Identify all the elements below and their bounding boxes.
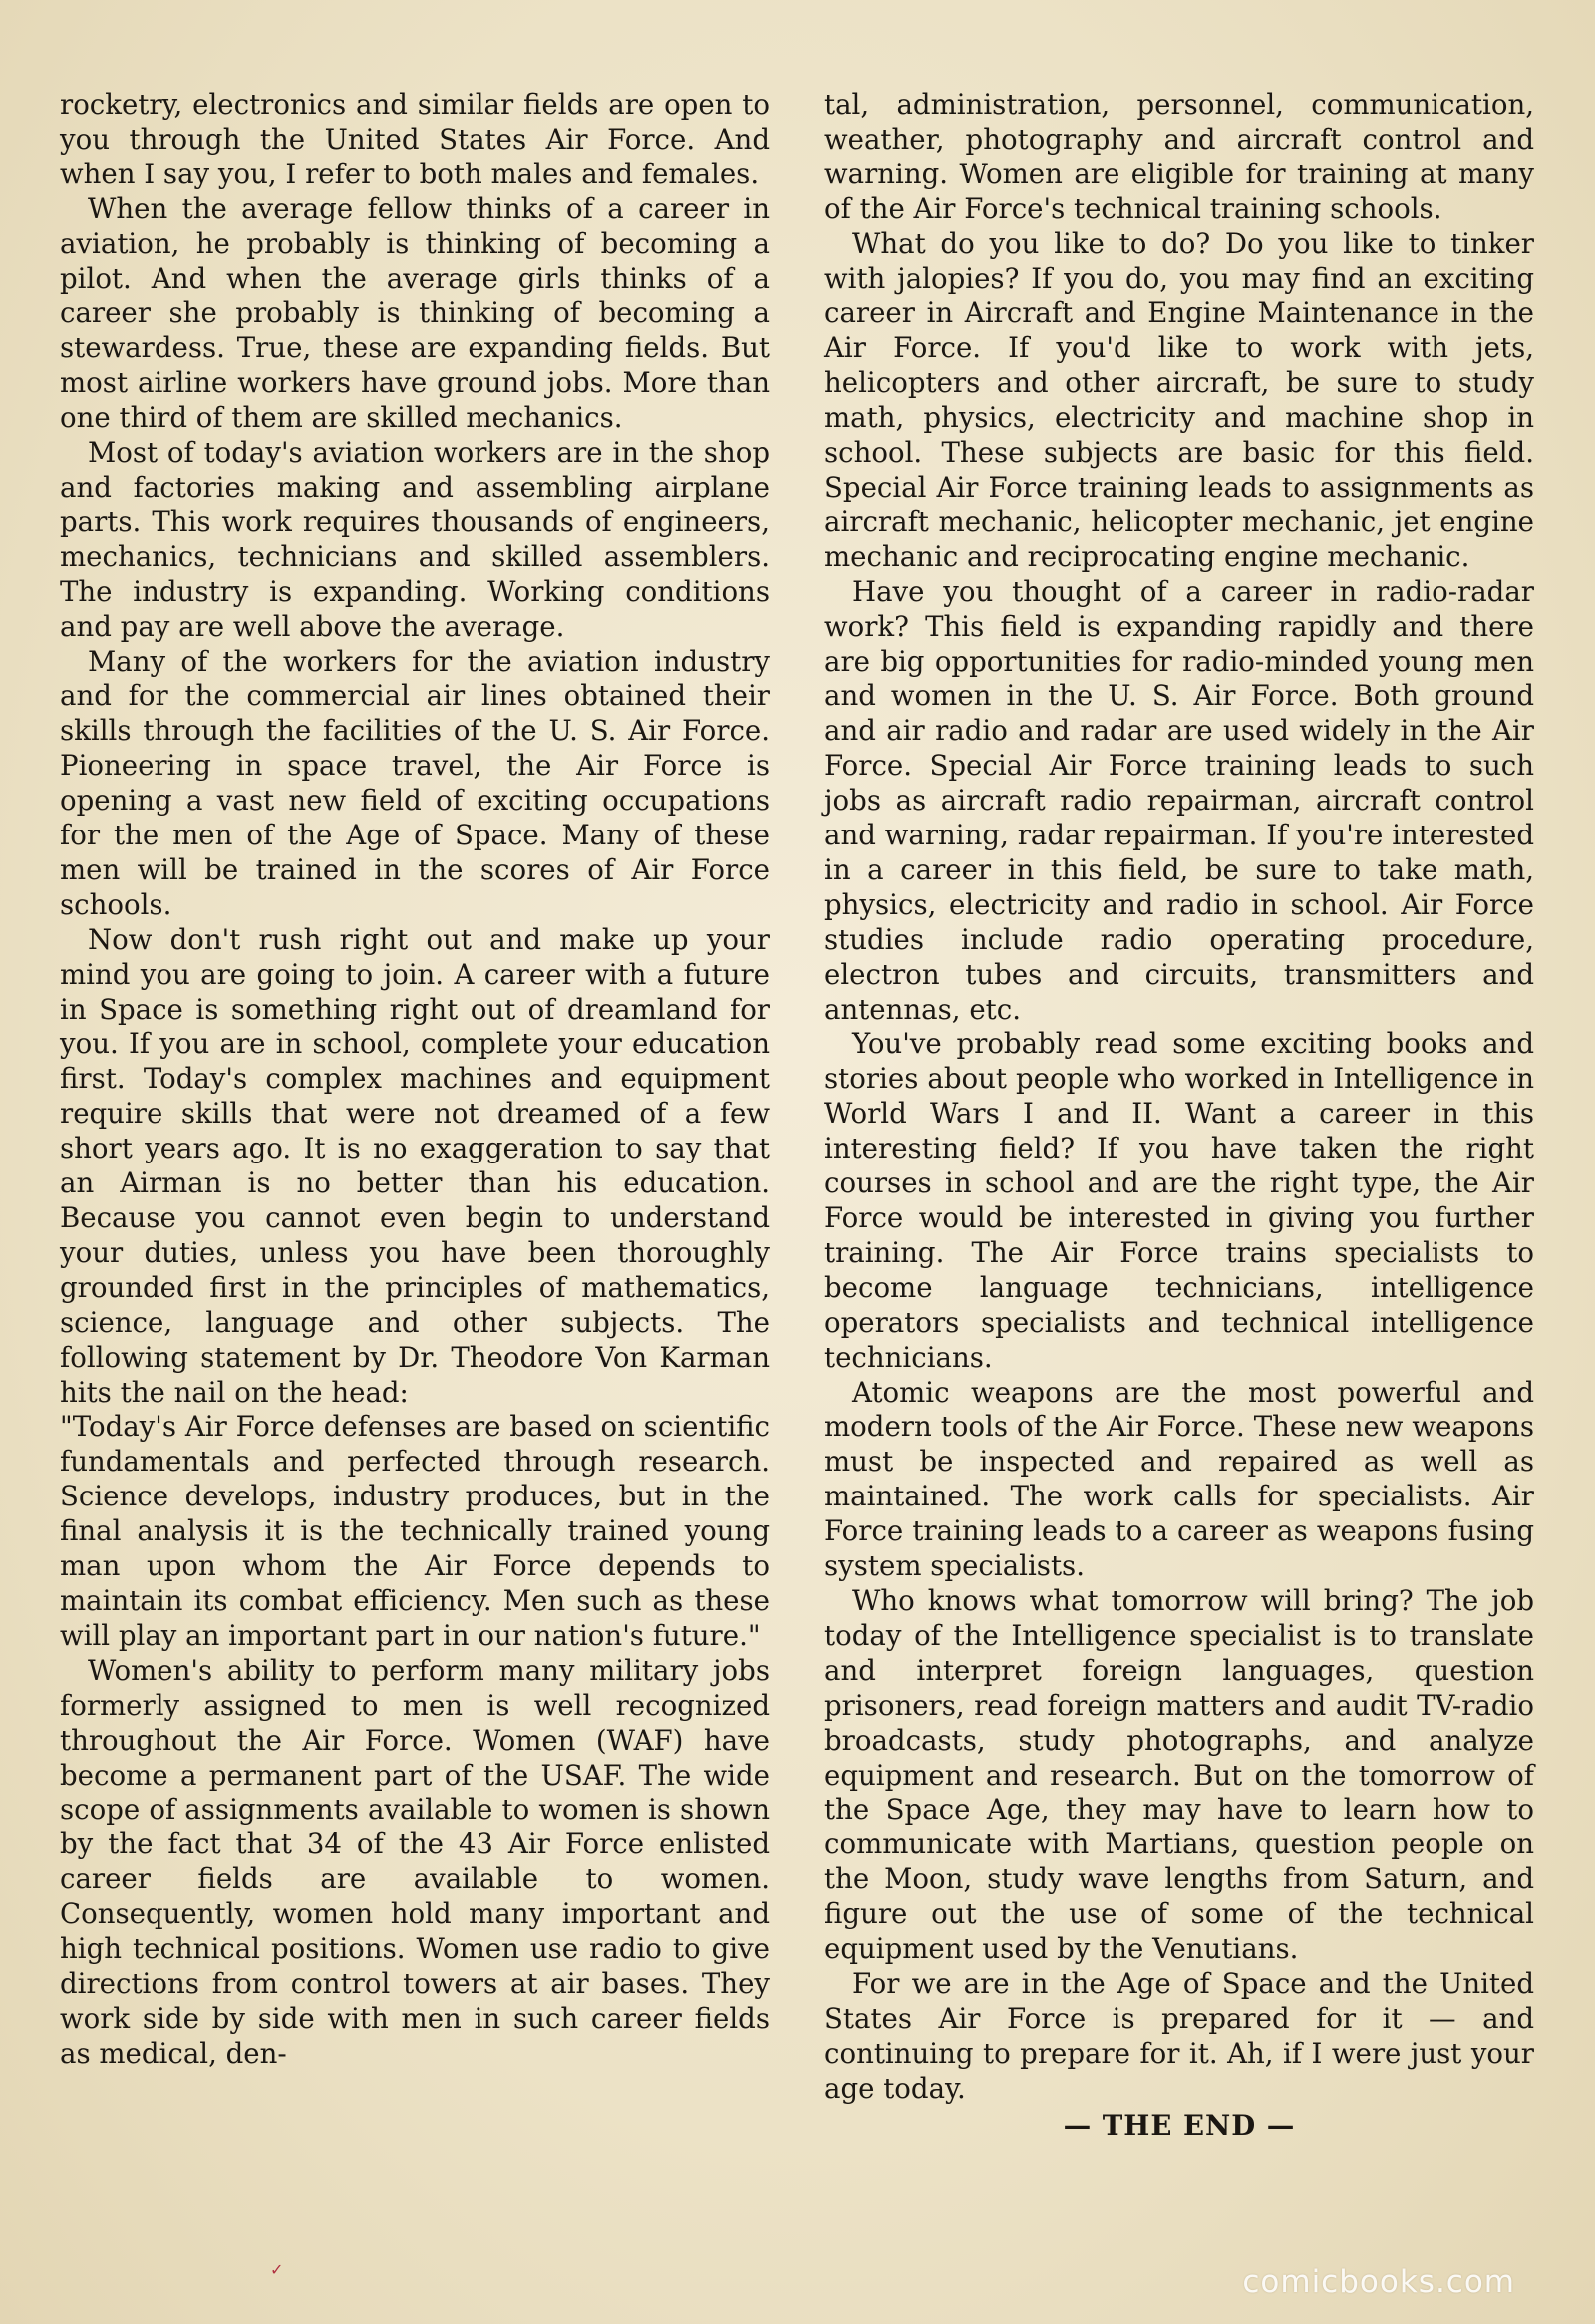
left-column bbox=[60, 88, 770, 2072]
paragraph: Women's ability to perform many military jobs formerly assigned to men is well recognized throughout the Air Force. Women (WAF) have become a permanent part of the USAF. The wide scope of assignments available to women is shown by the fact that 34 of the 43 Air Force enlisted career fields are available to women. Consequently, women hold many important and high technical positions. Women use radio to give directions from control towers at air bases. They work side by side with men in such career fields as medical, den- bbox=[60, 1653, 770, 2070]
paragraph: Who knows what tomorrow will bring? The job today of the Intelligence specialist is to translate and interpret foreign languages, question prisoners, read foreign matters and audit TV-radio broadcasts, study photographs, and analyze equipment and research. But on the tomorrow of the Space Age, they may have to learn how to communicate with Martians, question people on the Moon, study wave lengths from Saturn, and figure out the use of some of the technical equipment used by the Venutians. bbox=[824, 1583, 1534, 1966]
paragraph: When the average fellow thinks of a career in aviation, he probably is thinking of becoming a pilot. And when the average girls thinks of a career she probably is thinking of becoming a stewardess. True, these are expanding fields. But most airline workers have ground jobs. More than one third of them are skilled mechanics. bbox=[60, 191, 770, 435]
paragraph: You've probably read some exciting books and stories about people who worked in Intelligence in World Wars I and II. Want a career in this interesting field? If you have taken the right courses in school and are the right type, the Air Force would be interested in giving you further training. The Air Force trains specialists to become language technicians, intelligence operators specialists and technical intelligence technicians. bbox=[824, 1027, 1534, 1374]
paragraph: Now don't rush right out and make up your mind you are going to join. A career with a future in Space is something right out of dreamland for you. If you are in school, complete your education first. Today's complex machines and equipment require skills that were not dreamed of a few short years ago. It is no exaggeration to say that an Airman is no better than his education. Because you cannot even begin to understand your duties, unless you have been thoroughly grounded first in the principles of mathematics, science, language and other subjects. The following statement by Dr. Theodore Von Karman hits the nail on the head: bbox=[60, 922, 770, 1409]
the-end-label: — THE END — bbox=[1063, 2108, 1296, 2142]
paragraph: tal, administration, personnel, communication, weather, photography and aircraft control and warning. Women are eligible for training at many of the Air Force's technical training schools. bbox=[824, 88, 1534, 225]
pen-mark: ✓ bbox=[270, 2260, 284, 2279]
paragraph: Most of today's aviation workers are in the shop and factories making and assembling airplane parts. This work requires thousands of engineers, mechanics, technicians and skilled assemblers. The industry is expanding. Working conditions and pay are well above the average. bbox=[60, 436, 770, 643]
paragraph: Atomic weapons are the most powerful and modern tools of the Air Force. These new weapons must be inspected and repaired as well as maintained. The work calls for specialists. Air Force training leads to a career as weapons fusing system specialists. bbox=[824, 1375, 1534, 1583]
quotation: "Today's Air Force defenses are based on scientific fundamentals and perfected through research. Science develops, industry produces, but in the final analysis it is the technically trained young man upon whom the Air Force depends to maintain its combat efficiency. Men such as these will play an important part in our nation's future." bbox=[60, 1410, 770, 1652]
paragraph: What do you like to do? Do you like to tinker with jalopies? If you do, you may find an exciting career in Aircraft and Engine Maintenance in the Air Force. If you'd like to work with jets, helicopters and other aircraft, be sure to study math, physics, electricity and machine shop in school. These subjects are basic for this field. Special Air Force training leads to assignments as aircraft mechanic, helicopter mechanic, jet engine mechanic and reciprocating engine mechanic. bbox=[824, 226, 1534, 573]
paragraph: Have you thought of a career in radio-radar work? This field is expanding rapidly and there are big opportunities for radio-minded young men and women in the U. S. Air Force. Both ground and air radio and radar are used widely in the Air Force. Special Air Force training leads to such jobs as aircraft radio repairman, aircraft control and warning, radar repairman. If you're interested in a career in this field, be sure to take math, physics, electricity and radio in school. Air Force studies include radio operating procedure, electron tubes and circuits, transmitters and antennas, etc. bbox=[824, 574, 1534, 1026]
paragraph: rocketry, electronics and similar fields are open to you through the United States Air Force. And when I say you, I refer to both males and females. bbox=[60, 88, 770, 190]
watermark: comicbooks.com bbox=[1242, 2264, 1515, 2300]
right-column bbox=[824, 88, 1534, 2143]
paragraph: For we are in the Age of Space and the United States Air Force is prepared for it — and continuing to prepare for it. Ah, if I were just your age today. bbox=[824, 1966, 1534, 2105]
paragraph: Many of the workers for the aviation industry and for the commercial air lines obtained their skills through the facilities of the U. S. Air Force. Pioneering in space travel, the Air Force is opening a vast new field of exciting occupations for the men of the Age of Space. Many of these men will be trained in the scores of Air Force schools. bbox=[60, 644, 770, 921]
